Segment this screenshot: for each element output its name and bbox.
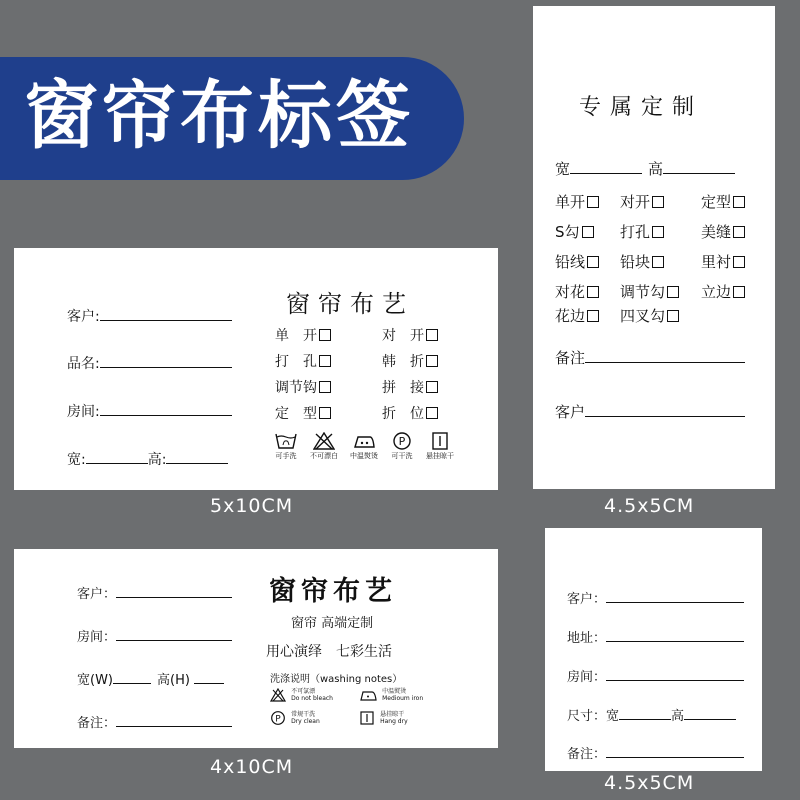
label-card-4x10 [14, 549, 498, 748]
card3-customer-field: 客户： [77, 583, 232, 602]
card2-option-14: 四叉勾 [620, 305, 679, 326]
checkbox-icon [426, 381, 438, 393]
card3-care-hang-dry: 悬挂晾干 Hang dry [359, 711, 408, 730]
card4-address-field: 地址： [567, 627, 744, 646]
checkbox-icon [733, 256, 745, 268]
card2-option-6: 美缝 [701, 221, 745, 242]
card3-room-field: 房间： [77, 626, 232, 645]
card3-title: 窗帘布艺 [269, 576, 397, 607]
card1-title: 窗帘布艺 [286, 290, 414, 318]
checkbox-icon [733, 286, 745, 298]
card3-wash-title: 洗涤说明（washing notes） [270, 674, 403, 685]
checkbox-icon [652, 226, 664, 238]
card1-option-7: 定 型 [275, 403, 331, 423]
checkbox-icon [319, 381, 331, 393]
card4-customer-field: 客户： [567, 588, 744, 607]
card1-option-2: 对 开 [382, 325, 438, 345]
card1-room-field: 房间: [67, 401, 232, 421]
card2-option-11: 调节勾 [620, 281, 679, 302]
checkbox-icon [426, 407, 438, 419]
card2-note-field: 备注 [555, 347, 745, 368]
checkbox-icon [587, 286, 599, 298]
card2-option-1: 单开 [555, 191, 599, 212]
card4-note-field: 备注： [567, 743, 744, 762]
size-caption-4x10: 4x10CM [210, 756, 294, 778]
hang-dry-icon [359, 711, 375, 725]
card2-size-field: 宽 高 [555, 158, 735, 179]
banner-title: 窗帘布标签 [24, 73, 414, 159]
card3-care-iron: 中温熨烫 Medioum iron [359, 688, 423, 707]
size-caption-5x10: 5x10CM [210, 495, 294, 517]
svg-text:P: P [398, 435, 406, 448]
title-banner [0, 57, 464, 180]
checkbox-icon [582, 226, 594, 238]
size-caption-small: 4.5x5CM [604, 772, 695, 794]
card3-subtitle: 窗帘 高端定制 [291, 616, 374, 631]
card3-size-field: 宽(W) 高(H) [77, 669, 224, 688]
card1-option-4: 韩 折 [382, 351, 438, 371]
hand-wash-icon [275, 432, 297, 450]
card3-care-no-bleach: 不可氯漂 Do not bleach [270, 688, 333, 707]
no-chlorine-bleach-icon [270, 688, 286, 702]
card2-title: 专属定制 [579, 95, 704, 120]
card3-note-field: 备注： [77, 712, 232, 731]
card1-option-8: 折 位 [382, 403, 438, 423]
card1-customer-field: 客户: [67, 306, 232, 326]
checkbox-icon [652, 196, 664, 208]
card2-option-7: 铅线 [555, 251, 599, 272]
checkbox-icon [667, 286, 679, 298]
checkbox-icon [733, 196, 745, 208]
card4-room-field: 房间： [567, 666, 744, 685]
checkbox-icon [587, 256, 599, 268]
dry-clean-icon [270, 711, 286, 725]
label-card-5x10 [14, 248, 498, 490]
checkbox-icon [652, 256, 664, 268]
card2-option-2: 对开 [620, 191, 664, 212]
iron-icon [359, 688, 377, 702]
svg-text:P: P [275, 714, 281, 725]
checkbox-icon [733, 226, 745, 238]
hang-dry-care: 悬挂晾干 [420, 432, 460, 461]
checkbox-icon [426, 355, 438, 367]
card2-option-13: 花边 [555, 305, 599, 326]
checkbox-icon [426, 329, 438, 341]
card2-option-3: 定型 [701, 191, 745, 212]
card2-customer-field: 客户 [555, 401, 745, 422]
card2-option-5: 打孔 [620, 221, 664, 242]
card2-option-4: S勾 [555, 221, 594, 242]
no-bleach-icon [313, 432, 335, 450]
checkbox-icon [319, 355, 331, 367]
checkbox-icon [319, 407, 331, 419]
card3-slogan: 用心演绎 七彩生活 [266, 644, 392, 660]
checkbox-icon [667, 310, 679, 322]
hang-dry-icon [430, 432, 450, 450]
no-bleach-care: 不可漂白 [304, 432, 344, 461]
card2-option-8: 铅块 [620, 251, 664, 272]
iron-icon [352, 432, 376, 450]
card2-option-12: 立边 [701, 281, 745, 302]
checkbox-icon [319, 329, 331, 341]
checkbox-icon [587, 310, 599, 322]
medium-iron-care: 中温熨烫 [344, 432, 384, 461]
card4-size-field: 尺寸：宽 高 [567, 705, 736, 724]
card1-option-3: 打 孔 [275, 351, 331, 371]
hand-wash-care: 可手洗 [268, 432, 304, 461]
card3-care-dry-clean: P 常规干洗 Dry clean [270, 711, 320, 730]
card1-size-field: 宽: 高: [67, 449, 228, 469]
size-caption-custom-tall: 4.5x5CM [604, 495, 695, 517]
dry-clean-icon [392, 432, 412, 450]
label-card-custom-tall [533, 6, 775, 489]
card1-option-1: 单 开 [275, 325, 331, 345]
card2-option-9: 里衬 [701, 251, 745, 272]
card1-product-field: 品名: [67, 353, 232, 373]
card1-option-5: 调节钩 [275, 377, 331, 397]
card2-option-10: 对花 [555, 281, 599, 302]
dry-clean-care: P 可干洗 [384, 432, 420, 461]
card1-option-6: 拼 接 [382, 377, 438, 397]
label-card-small [545, 528, 762, 771]
checkbox-icon [587, 196, 599, 208]
